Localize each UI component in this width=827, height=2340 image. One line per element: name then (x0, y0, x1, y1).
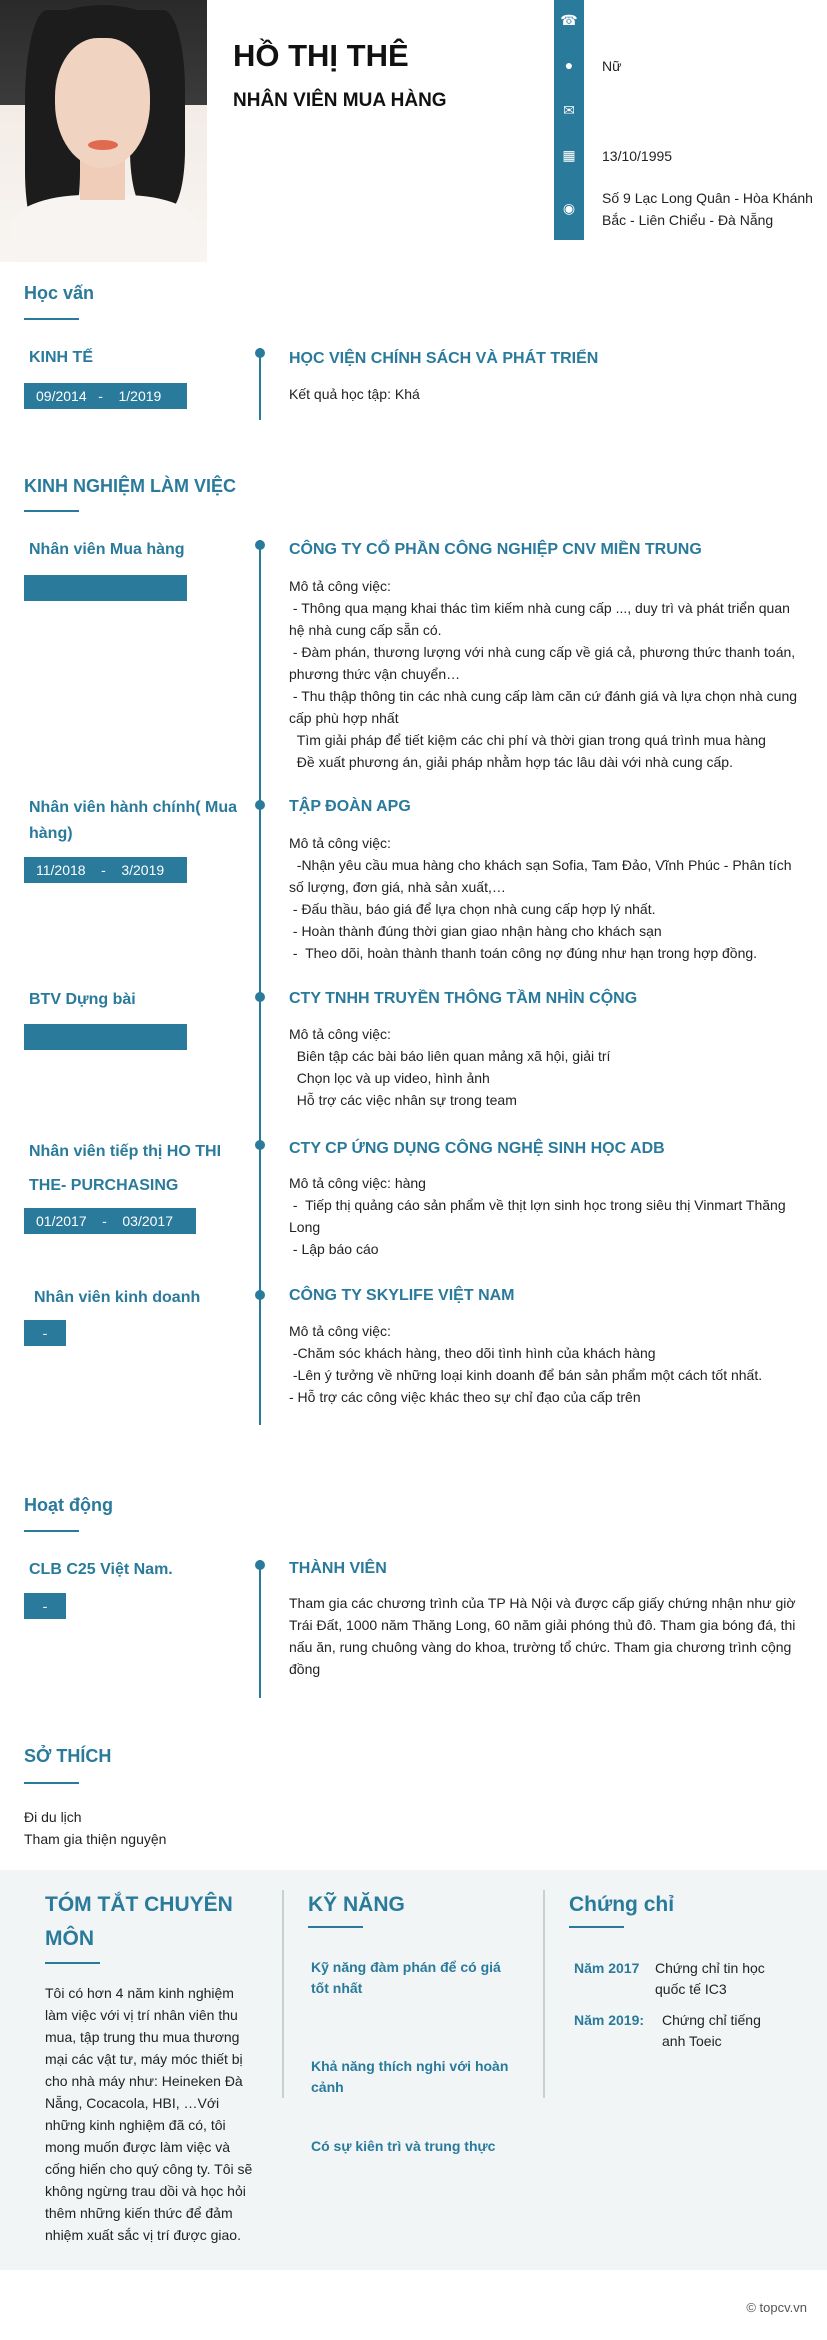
education-timeline (259, 348, 261, 420)
experience-company: CTY CP ỨNG DỤNG CÔNG NGHỆ SINH HỌC ADB (289, 1140, 665, 1157)
experience-company: CTY TNHH TRUYỀN THÔNG TẦM NHÌN CỘNG (289, 990, 638, 1007)
education-major: KINH TẾ (29, 349, 93, 366)
activities-underline (24, 1530, 79, 1532)
summary-text: Tôi có hơn 4 năm kinh nghiệm làm việc với vị trí nhân viên thu mua, tập trung thu mua thương mại các vật tư, máy móc thiết bị cho nhà máy như: Heineken Đà Nẵng, Cocacola, HBI, …Với những kinh nghiệm đã có, tôi mong muốn được làm việc và cống hiến cho quý công ty. Tôi sẽ không ngừng trau dồi và học hỏi thêm những kiến thức để đảm nhiệm xuất sắc vị trí được giao. (45, 1985, 253, 2243)
experience-underline (24, 510, 79, 512)
experience-description: Mô tả công việc: hàng - Tiếp thị quảng cáo sản phẩm về thịt lợn sinh học trong siêu thị Vinmart Thăng Long - Lập báo cáo (289, 1175, 790, 1257)
experience-description: Mô tả công việc: Biên tập các bài báo liên quan mảng xã hội, giải trí Chọn lọc và up video, hình ảnh Hỗ trợ các việc nhân sự trong team (289, 1026, 611, 1108)
hobbies-underline (24, 1782, 79, 1784)
location-icon: ◉ (562, 200, 576, 216)
activities-heading: Hoạt động (24, 1495, 113, 1515)
timeline-dot (255, 540, 265, 550)
birthday-value: 13/10/1995 (602, 148, 673, 164)
list-item: Đi du lịch (24, 1809, 82, 1825)
certificate-name: Chứng chỉ tin học quốc tế IC3 (655, 1960, 765, 1997)
hobbies-list (24, 1806, 540, 1850)
timeline-dot (255, 1290, 265, 1300)
education-heading: Học vấn (24, 283, 95, 303)
hobbies-heading: SỞ THÍCH (24, 1746, 112, 1766)
experience-role: BTV Dựng bài (29, 991, 136, 1008)
list-item: Tham gia thiện nguyện (24, 1831, 167, 1847)
summary-heading: TÓM TẮT CHUYÊN MÔN (45, 1893, 233, 1950)
column-divider (282, 1890, 284, 2098)
activity-description: Tham gia các chương trình của TP Hà Nội và được cấp giấy chứng nhận như giờ Trái Đất, 1000 năm Thăng Long, 60 năm giải phóng thủ đô. Tham gia bóng đá, thi nấu ăn, rung chuông vàng do khoa, trường tổ chức. Tham gia chương trình cộng đồng (289, 1595, 796, 1677)
experience-dates (24, 575, 187, 601)
timeline-dot (255, 992, 265, 1002)
timeline-dot (255, 1560, 265, 1570)
experience-dates: 11/2018 - 3/2019 (24, 857, 187, 883)
timeline-dot (255, 1140, 265, 1150)
education-school: HỌC VIỆN CHÍNH SÁCH VÀ PHÁT TRIỂN (289, 350, 599, 367)
experience-dates: 01/2017 - 03/2017 (24, 1208, 196, 1234)
experience-description: Mô tả công việc: - Thông qua mạng khai thác tìm kiếm nhà cung cấp ..., duy trì và phát triển quan hệ nhà cung cấp sẵn có. - Đàm phán, thương lượng với nhà cung cấp về giá cả, phương thức thanh toán, phương thức vận chuyển… - Thu thập thông tin các nhà cung cấp làm căn cứ đánh giá và lựa chọn nhà cung cấp phù hợp nhất Tìm giải pháp để tiết kiệm các chi phí và thời gian trong quá trình mua hàng Đề xuất phương án, giải pháp nhằm hợp tác lâu dài với nhà cung cấp. (289, 578, 801, 770)
profile-photo (0, 0, 207, 262)
address-value: Số 9 Lạc Long Quân - Hòa Khánh Bắc - Liên Chiểu - Đà Nẵng (602, 190, 813, 228)
education-dates: 09/2014 - 1/2019 (24, 383, 187, 409)
skill-item: Khả năng thích nghi với hoàn cảnh (311, 2058, 509, 2095)
skill-item: Kỹ năng đàm phán để có giá tốt nhất (311, 1959, 501, 1996)
education-result: Kết quả học tập: Khá (289, 386, 420, 402)
experience-heading: KINH NGHIỆM LÀM VIỆC (24, 476, 237, 496)
gender-value: Nữ (602, 58, 622, 74)
experience-dates: - (24, 1320, 66, 1346)
experience-dates (24, 1024, 187, 1050)
activity-position: THÀNH VIÊN (289, 1560, 387, 1577)
skills-underline (308, 1926, 363, 1928)
experience-company: TẬP ĐOÀN APG (289, 798, 411, 815)
experience-company: CÔNG TY SKYLIFE VIỆT NAM (289, 1287, 515, 1304)
candidate-name: HỒ THỊ THÊ (233, 38, 409, 73)
certificate-year: Năm 2017 (574, 1960, 640, 1976)
activity-dates: - (24, 1593, 66, 1619)
candidate-title: NHÂN VIÊN MUA HÀNG (233, 90, 447, 111)
email-icon: ✉ (563, 102, 575, 118)
column-divider (543, 1890, 545, 2098)
experience-role: Nhân viên Mua hàng (29, 541, 185, 558)
certificates-underline (569, 1926, 624, 1928)
certificate-year: Năm 2019: (574, 2012, 645, 2028)
experience-role: Nhân viên kinh doanh (34, 1289, 201, 1306)
cv-header (0, 0, 827, 262)
experience-role: Nhân viên hành chính( Mua hàng) (29, 799, 238, 842)
experience-description: Mô tả công việc: -Nhận yêu cầu mua hàng cho khách sạn Sofia, Tam Đảo, Vĩnh Phúc - Phân tích số lượng, đơn giá, nhà sản xuất,… - Đấu thầu, báo giá để lựa chọn nhà cung cấp hợp lý nhất. - Hoàn thành đúng thời gian giao nhận hàng cho khách sạn - Theo dõi, hoàn thành thanh toán công nợ đúng như hạn trong hợp đồng. (289, 835, 796, 961)
activity-org: CLB C25 Việt Nam. (29, 1561, 173, 1578)
user-icon: ● (564, 57, 574, 73)
calendar-icon: ▦ (562, 147, 576, 163)
activities-timeline (259, 1560, 261, 1698)
footer-brand[interactable]: © topcv.vn (746, 2300, 807, 2315)
education-underline (24, 318, 79, 320)
phone-icon: ☎ (560, 12, 578, 28)
summary-underline (45, 1962, 100, 1964)
certificate-name: Chứng chỉ tiếng anh Toeic (662, 2012, 761, 2049)
skills-heading: KỸ NĂNG (308, 1893, 405, 1916)
experience-description: Mô tả công việc: -Chăm sóc khách hàng, theo dõi tình hình của khách hàng -Lên ý tưởng về những loại kinh doanh để bán sản phẩm một cách tốt nhất. - Hỗ trợ các công việc khác theo sự chỉ đạo của cấp trên (289, 1323, 763, 1405)
timeline-dot (255, 800, 265, 810)
certificates-heading: Chứng chỉ (569, 1893, 675, 1916)
timeline-dot (255, 348, 265, 358)
experience-role: Nhân viên tiếp thị HO THI THE- PURCHASING (29, 1143, 222, 1194)
skill-item: Có sự kiên trì và trung thực (311, 2138, 496, 2154)
experience-company: CÔNG TY CỔ PHẦN CÔNG NGHIỆP CNV MIỀN TRUNG (289, 541, 702, 558)
